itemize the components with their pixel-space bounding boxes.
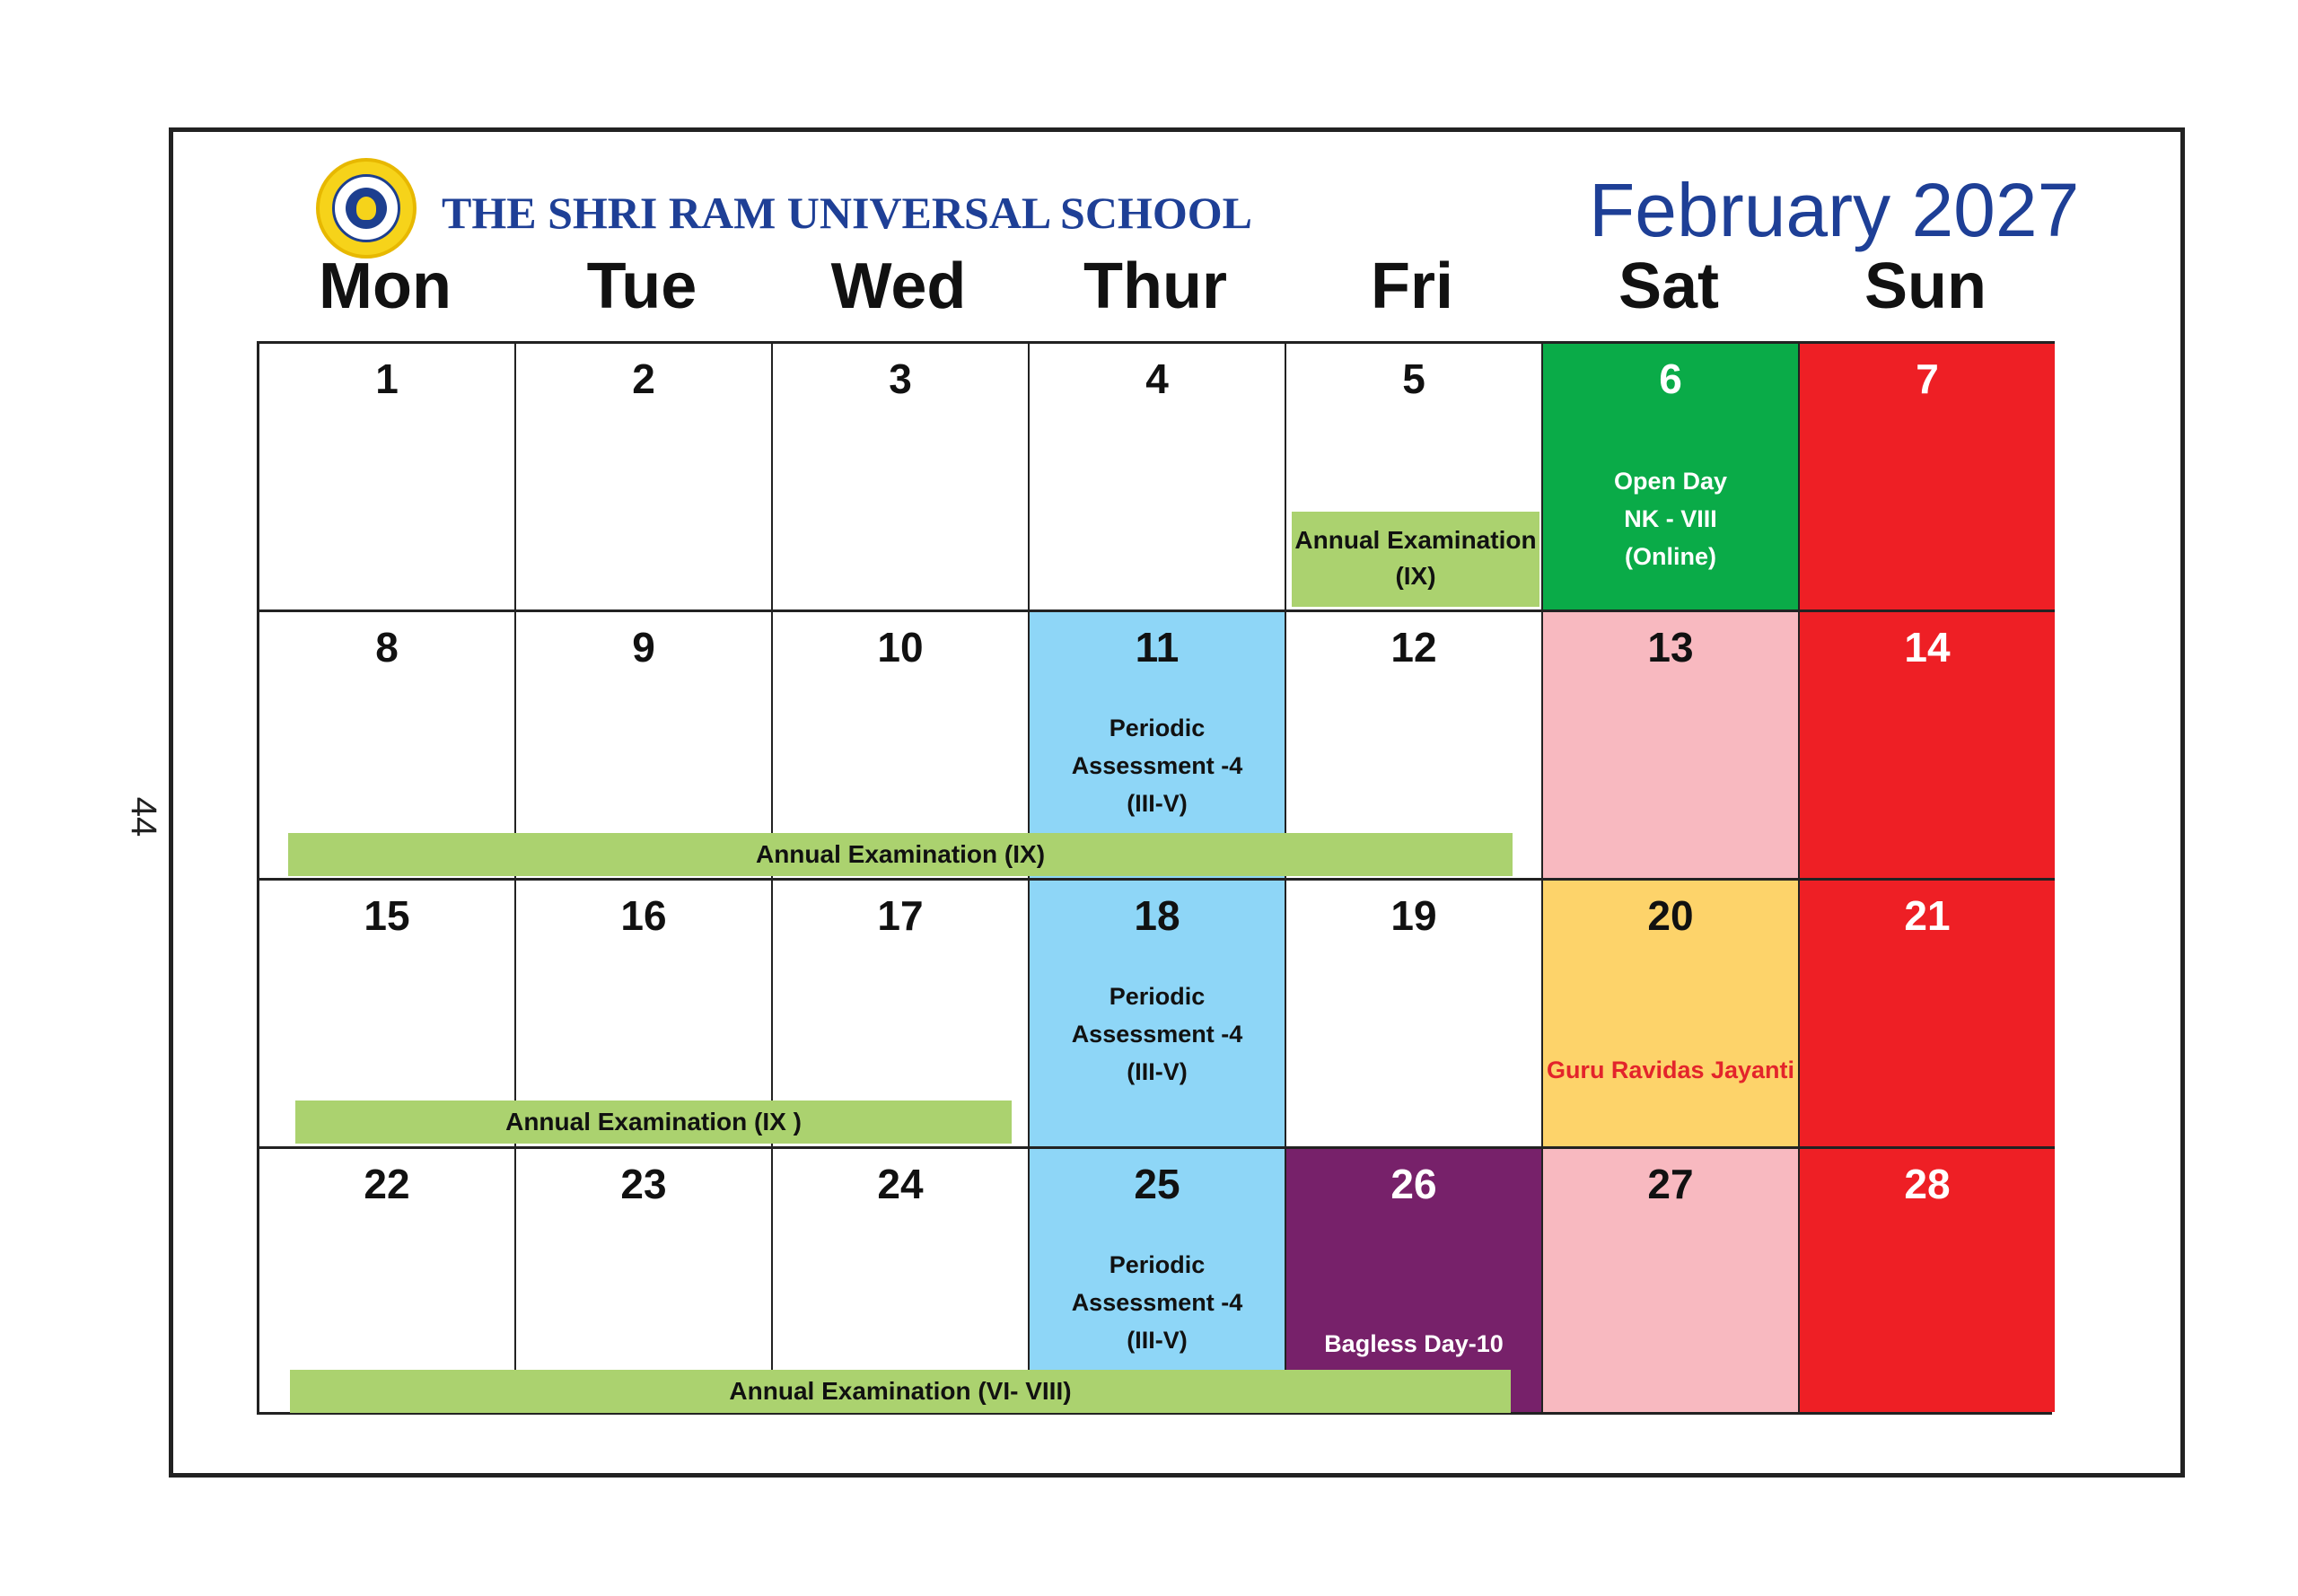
- day-number: 16: [620, 892, 667, 939]
- day-number: 4: [1145, 355, 1169, 402]
- school-name: THE SHRI RAM UNIVERSAL SCHOOL: [442, 188, 1252, 238]
- day-cell-27: [1543, 1146, 1800, 1412]
- day-number: 12: [1390, 624, 1437, 671]
- day-number: 20: [1647, 892, 1694, 939]
- assessment-line3: (III-V): [1127, 1058, 1188, 1085]
- assessment-line2: Assessment -4: [1071, 1289, 1243, 1316]
- day-number: 25: [1134, 1161, 1180, 1207]
- day-number: 14: [1904, 624, 1951, 671]
- day-number: 7: [1916, 355, 1939, 402]
- bagless-day-note: Bagless Day-10: [1324, 1330, 1504, 1357]
- weekday-thur: Thur: [1083, 250, 1227, 322]
- exam-bar-line1: Annual Examination: [1294, 526, 1537, 554]
- day-number: 11: [1135, 624, 1180, 671]
- day-cell-21: [1800, 878, 2055, 1146]
- day-number: 18: [1134, 892, 1180, 939]
- day-number: 23: [620, 1161, 667, 1207]
- assessment-line3: (III-V): [1127, 1327, 1188, 1354]
- calendar-grid: [257, 341, 2052, 1415]
- day-number: 21: [1904, 892, 1951, 939]
- day-cell-1: [259, 341, 516, 609]
- day-cell-7: [1800, 341, 2055, 609]
- day-cell-19: [1286, 878, 1543, 1146]
- day-cell-14: [1800, 609, 2055, 878]
- weekday-sun: Sun: [1864, 250, 1987, 322]
- school-logo-icon: [316, 158, 417, 259]
- weekday-wed: Wed: [830, 250, 967, 322]
- day-cell-28: [1800, 1146, 2055, 1412]
- day-cell-4: [1030, 341, 1286, 609]
- weekday-mon: Mon: [319, 250, 452, 322]
- day-number: 10: [877, 624, 924, 671]
- day-number: 8: [375, 624, 399, 671]
- day-number: 3: [889, 355, 912, 402]
- assessment-line2: Assessment -4: [1071, 1021, 1243, 1048]
- open-day-note: [1543, 462, 1798, 575]
- assessment-line1: Periodic: [1109, 1251, 1206, 1278]
- weekday-tue: Tue: [586, 250, 697, 322]
- day-number: 27: [1647, 1161, 1694, 1207]
- exam-bar-week2: Annual Examination (IX): [288, 833, 1513, 876]
- day-number: 9: [632, 624, 655, 671]
- open-day-line3: (Online): [1625, 543, 1716, 570]
- exam-bar-week4: Annual Examination (VI- VIII): [290, 1370, 1511, 1413]
- day-number: 2: [632, 355, 655, 402]
- day-number: 5: [1402, 355, 1425, 402]
- assessment-line2: Assessment -4: [1071, 752, 1243, 779]
- assessment-line1: Periodic: [1109, 983, 1206, 1010]
- day-cell-20: [1543, 878, 1800, 1146]
- day-number: 1: [375, 355, 399, 402]
- month-title: February 2027: [1589, 168, 2080, 252]
- page-number: 44: [124, 796, 164, 837]
- periodic-assessment-note: [1030, 1246, 1285, 1359]
- open-day-line1: Open Day: [1613, 468, 1728, 495]
- exam-bar-line2: (IX): [1395, 562, 1436, 590]
- periodic-assessment-note: [1030, 709, 1285, 822]
- day-cell-18: [1030, 878, 1286, 1146]
- day-number: 22: [364, 1161, 410, 1207]
- guru-ravidas-jayanti-note: Guru Ravidas Jayanti: [1546, 1057, 1795, 1083]
- exam-bar-week3: Annual Examination (IX ): [295, 1101, 1012, 1144]
- weekday-fri: Fri: [1370, 250, 1453, 322]
- assessment-line3: (III-V): [1127, 790, 1188, 817]
- day-number: 17: [877, 892, 924, 939]
- day-number: 26: [1390, 1161, 1437, 1207]
- day-number: 13: [1647, 624, 1694, 671]
- day-number: 19: [1390, 892, 1437, 939]
- day-cell-3: [773, 341, 1030, 609]
- day-cell-13: [1543, 609, 1800, 878]
- weekday-sat: Sat: [1618, 250, 1720, 322]
- day-cell-2: [516, 341, 773, 609]
- day-cell-6: [1543, 341, 1800, 609]
- assessment-line1: Periodic: [1109, 715, 1206, 741]
- day-number: 6: [1659, 355, 1682, 402]
- exam-bar-week1: [1292, 512, 1539, 607]
- periodic-assessment-note: [1030, 978, 1285, 1091]
- day-number: 15: [364, 892, 410, 939]
- day-number: 28: [1904, 1161, 1951, 1207]
- open-day-line2: NK - VIII: [1624, 505, 1717, 532]
- day-number: 24: [877, 1161, 924, 1207]
